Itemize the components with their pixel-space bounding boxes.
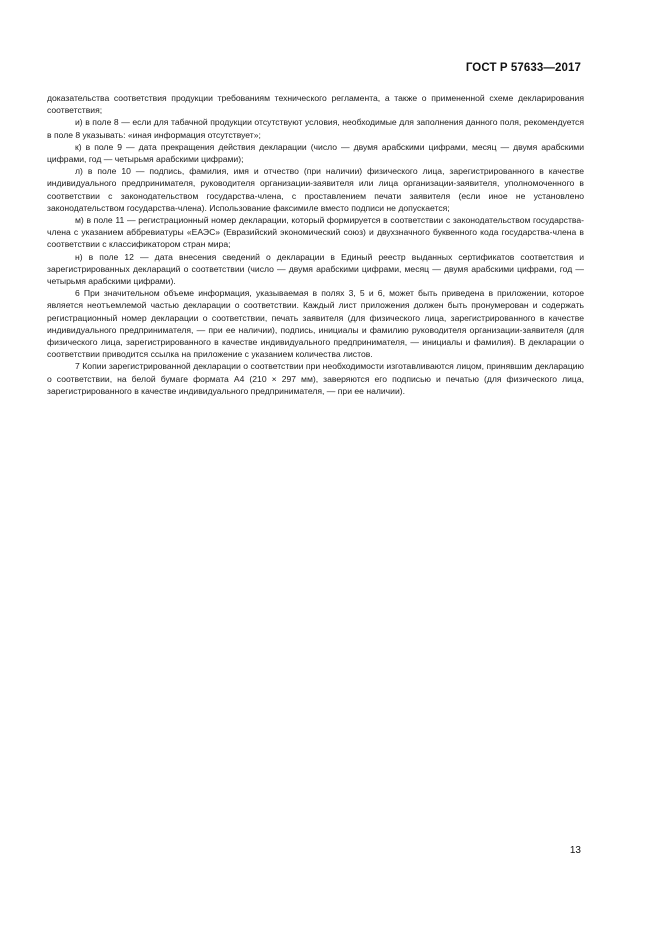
page-number: 13	[569, 845, 581, 856]
paragraph-field-8: и) в поле 8 — если для табачной продукции отсутствуют условия, необходимые для заполнения данного поля, рекомендуется в поле 8 указывать: «иная информация отсутствует»;	[47, 117, 584, 140]
paragraph-item-7: 7 Копии зарегистрированной декларации о соответствии при необходимости изготавливаются лицом, принявшим декларацию о соответствии, на белой бумаге формата А4 (210 × 297 мм), заверяются его подписью и печатью (для физического лица, зарегистрированного в качестве индивидуального предпринимателя, — при ее наличии).	[47, 361, 584, 396]
paragraph-field-9: к) в поле 9 — дата прекращения действия декларации (число — двумя арабскими цифрами, месяц — двумя арабскими цифрами, год — четырьмя арабскими цифрами);	[47, 141, 584, 165]
paragraph-field-10: л) в поле 10 — подпись, фамилия, имя и отчество (при наличии) физического лица, зарегистрированного в качестве индивидуального предпринимателя, руководителя организации-заявителя или лица организации-заявителя, уполномоченного в соответствии с законодательством государства-члена, с проставлением печати заявителя (если иное не установлено законодательством государства-члена). Использование факсимиле вместо подписи не допускается;	[47, 166, 584, 213]
paragraph-field-11: м) в поле 11 — регистрационный номер декларации, который формируется в соответствии с законодательством государства-члена с указанием аббревиатуры «ЕАЭС» (Евразийский экономический союз) и двухзначного буквенного кода государства-члена в соответствии с классификатором стран мира;	[47, 215, 584, 250]
paragraph-item-6: 6 При значительном объеме информация, указываемая в полях 3, 5 и 6, может быть приведена в приложении, которое является неотъемлемой частью декларации о соответствии. Каждый лист приложения должен быть пронумерован и содержать регистрационный номер декларации о соответствии, печать заявителя (для физического лица, зарегистрированного в качестве индивидуального предпринимателя, — при ее наличии), подпись, инициалы и фамилию руководителя организации-заявителя (для физического лица, зарегистрированного в качестве индивидуального предпринимателя, — инициалы и фамилия). В декларации о соответствии приводится ссылка на приложение с указанием количества листов.	[47, 288, 584, 360]
document-body	[47, 92, 584, 397]
standard-code-header: ГОСТ Р 57633—2017	[465, 62, 581, 74]
paragraph-continuation: доказательства соответствия продукции требованиям технического регламента, а также о примененной схеме декларирования соответствия;	[47, 93, 584, 116]
paragraph-field-12: н) в поле 12 — дата внесения сведений о декларации в Единый реестр выданных сертификатов соответствия и зарегистрированных деклараций о соответствии (число — двумя арабскими цифрами, месяц — двумя арабскими цифрами, год — четырьмя арабскими цифрами).	[47, 251, 584, 287]
